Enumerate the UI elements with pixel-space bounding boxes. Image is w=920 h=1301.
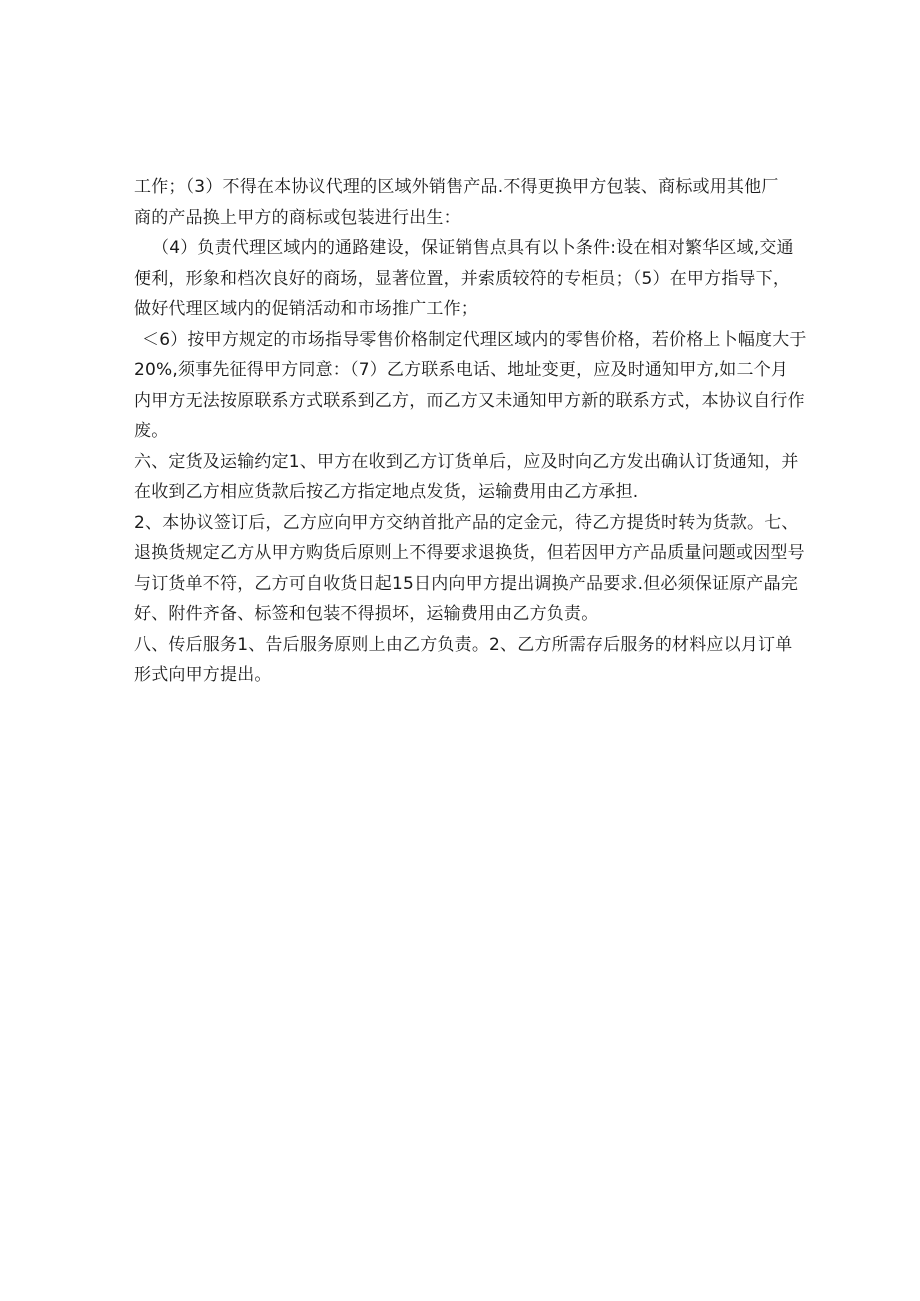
text-line: （4）负责代理区域内的通路建设，保证销售点具有以卜条件:设在相对繁华区域,交通	[152, 238, 794, 258]
text-line: 八、传后服务1、告后服务原则上由乙方负责。2、乙方所需存后服务的材料应以月订单	[134, 634, 793, 655]
text-line: 便利，形象和档次良好的商场，显著位置，并索质较符的专柜员；（5）在甲方指导下，	[134, 268, 791, 289]
text-line: 退换货规定乙方从甲方购货后原则上不得要求退换货，但若因甲方产品质量问题或因型号	[134, 543, 805, 563]
text-line: 商的产品换上甲方的商标或包装进行出生：	[134, 207, 461, 228]
text-line: 工作；（3）不得在本协议代理的区域外销售产品.不得更换甲方包装、商标或用其他厂	[134, 177, 779, 197]
text-line: 做好代理区域内的促销活动和市场推广工作；	[134, 299, 478, 319]
body-text	[134, 172, 807, 691]
text-line: 在收到乙方相应货款后按乙方指定地点发货，运输费用由乙方承担.	[134, 482, 639, 502]
text-line: 好、附件齐备、标签和包装不得损坏，运输费用由乙方负责。	[134, 604, 599, 624]
text-line: ＜6）按甲方规定的市场指导零售价格制定代理区域内的零售价格，若价格上卜幅度大于	[142, 329, 807, 350]
text-line: 废。	[134, 421, 169, 441]
text-line: 2、本协议签订后，乙方应向甲方交纳首批产品的定金元，待乙方提货时转为货款。七、	[134, 512, 799, 533]
text-line: 与订货单不符，乙方可自收货日起15日内向甲方提出调换产品要求.但必须保证原产晶完	[134, 573, 799, 594]
text-line: 六、定货及运输约定1、甲方在收到乙方订货单后，应及时向乙方发出确认订货通知，并	[134, 451, 799, 472]
text-line: 内甲方无法按原联系方式联系到乙方，而乙方又未通知甲方新的联系方式，本协议自行作	[134, 390, 805, 411]
text-line: 形式向甲方提出。	[134, 665, 272, 685]
text-line: 20%,须事先征得甲方同意：（7）乙方联系电话、地址变更，应及时通知甲方,如二个月	[134, 360, 789, 380]
